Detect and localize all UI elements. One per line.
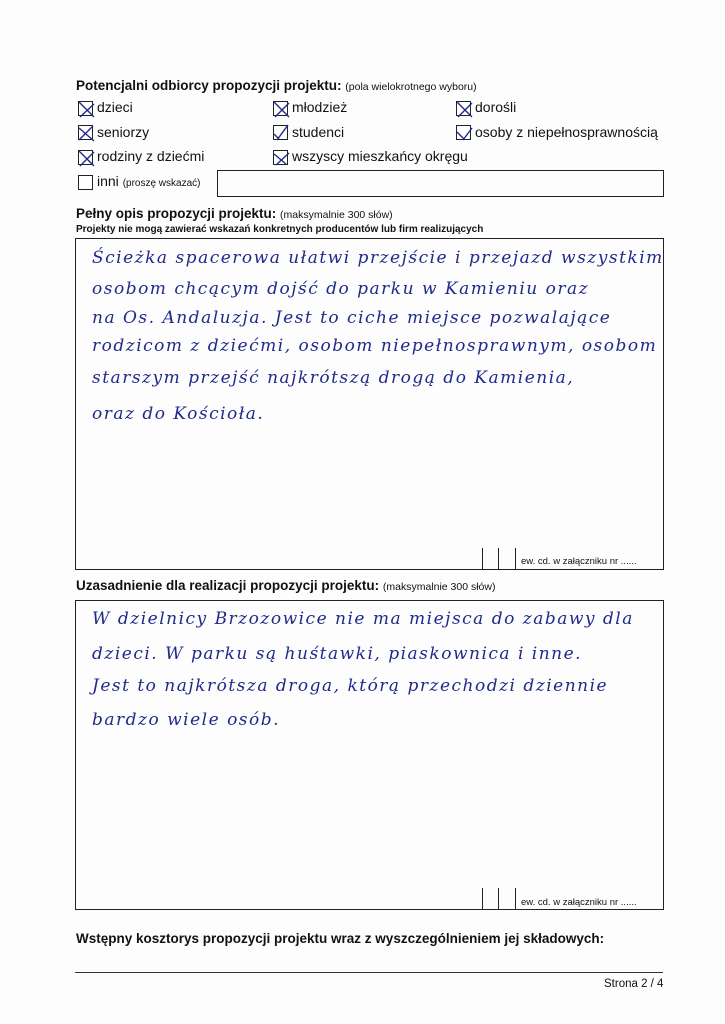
checkmark-icon [272, 124, 291, 143]
description-heading-note: (maksymalnie 300 słów) [280, 209, 393, 221]
checkmark-icon [272, 149, 291, 168]
checkbox-seniorzy[interactable] [78, 125, 93, 140]
recipients-heading-note: (pola wielokrotnego wyboru) [345, 81, 477, 93]
justification-line-4: bardzo wiele osób. [92, 710, 281, 730]
option-inni-text: inni [97, 173, 119, 189]
description-line-5: starszym przejść najkrótszą drogą do Kamienia, [92, 368, 575, 388]
recipients-heading [76, 78, 477, 93]
checkbox-dzieci[interactable] [78, 101, 93, 116]
checkbox-wszyscy-mieszkancy-okregu[interactable] [273, 150, 288, 165]
checkmark-icon [77, 124, 96, 143]
option-inni-note: (proszę wskazać) [122, 178, 201, 189]
checkbox-mlodziez[interactable] [273, 101, 288, 116]
justification-line-2: dzieci. W parku są huśtawki, piaskownica i inne. [92, 644, 583, 664]
footer-divider [75, 972, 663, 973]
description-line-3: na Os. Andaluzja. Jest to ciche miejsce pozwalające [92, 308, 612, 328]
checkbox-osoby-z-niepelnosprawnoscia[interactable] [456, 125, 471, 140]
option-label-inni [97, 173, 201, 189]
description-line-6: oraz do Kościoła. [92, 404, 265, 424]
checkbox-studenci[interactable] [273, 125, 288, 140]
checkmark-icon [272, 100, 291, 119]
justification-heading-note: (maksymalnie 300 słów) [382, 581, 496, 593]
option-label-dorosli: dorośli [475, 99, 517, 115]
cost-heading: Wstępny kosztorys propozycji projektu wraz z wyszczególnieniem jej składowych: [76, 931, 605, 946]
description-attachment-cells [482, 548, 516, 570]
justification-line-1: W dzielnicy Brzozowice nie ma miejsca do zabawy dla [92, 609, 634, 629]
description-line-2: osobom chcącym dojść do parku w Kamieniu oraz [92, 279, 590, 299]
checkmark-icon [455, 100, 474, 119]
description-heading [76, 206, 393, 221]
checkmark-icon [455, 124, 474, 143]
page-number: Strona 2 / 4 [604, 978, 664, 990]
option-label-dzieci: dzieci [97, 99, 133, 115]
option-label-mlodziez: młodzież [292, 99, 348, 115]
description-attachment-label: ew. cd. w załączniku nr ...... [521, 556, 637, 567]
option-label-seniorzy: seniorzy [97, 124, 150, 140]
description-heading-text: Pełny opis propozycji projektu: [76, 206, 277, 221]
justification-attachment-cells [482, 888, 516, 910]
justification-attachment-label: ew. cd. w załączniku nr ...... [521, 897, 637, 908]
description-line-1: Ścieżka spacerowa ułatwi przejście i przejazd wszystkim [92, 248, 664, 268]
justification-heading-text: Uzasadnienie dla realizacji propozycji projektu: [76, 578, 380, 593]
justification-heading [76, 578, 495, 593]
recipients-heading-text: Potencjalni odbiorcy propozycji projektu: [76, 78, 342, 93]
checkmark-icon [77, 100, 96, 119]
other-recipients-input[interactable] [217, 170, 664, 197]
option-label-rodziny-z-dziecmi: rodziny z dziećmi [97, 148, 205, 164]
checkbox-dorosli[interactable] [456, 101, 471, 116]
checkbox-inni[interactable] [78, 175, 93, 190]
option-label-wszyscy-mieszkancy-okregu: wszyscy mieszkańcy okręgu [292, 148, 468, 164]
description-line-4: rodzicom z dziećmi, osobom niepełnosprawnym, osobom [92, 336, 658, 356]
description-subnote: Projekty nie mogą zawierać wskazań konkretnych producentów lub firm realizujących [76, 224, 484, 235]
checkbox-rodziny-z-dziecmi[interactable] [78, 150, 93, 165]
justification-line-3: Jest to najkrótsza droga, którą przechodzi dziennie [92, 676, 609, 696]
checkmark-icon [77, 149, 96, 168]
option-label-osoby-z-niepelnosprawnoscia: osoby z niepełnosprawnością [475, 124, 658, 140]
option-label-studenci: studenci [292, 124, 345, 140]
